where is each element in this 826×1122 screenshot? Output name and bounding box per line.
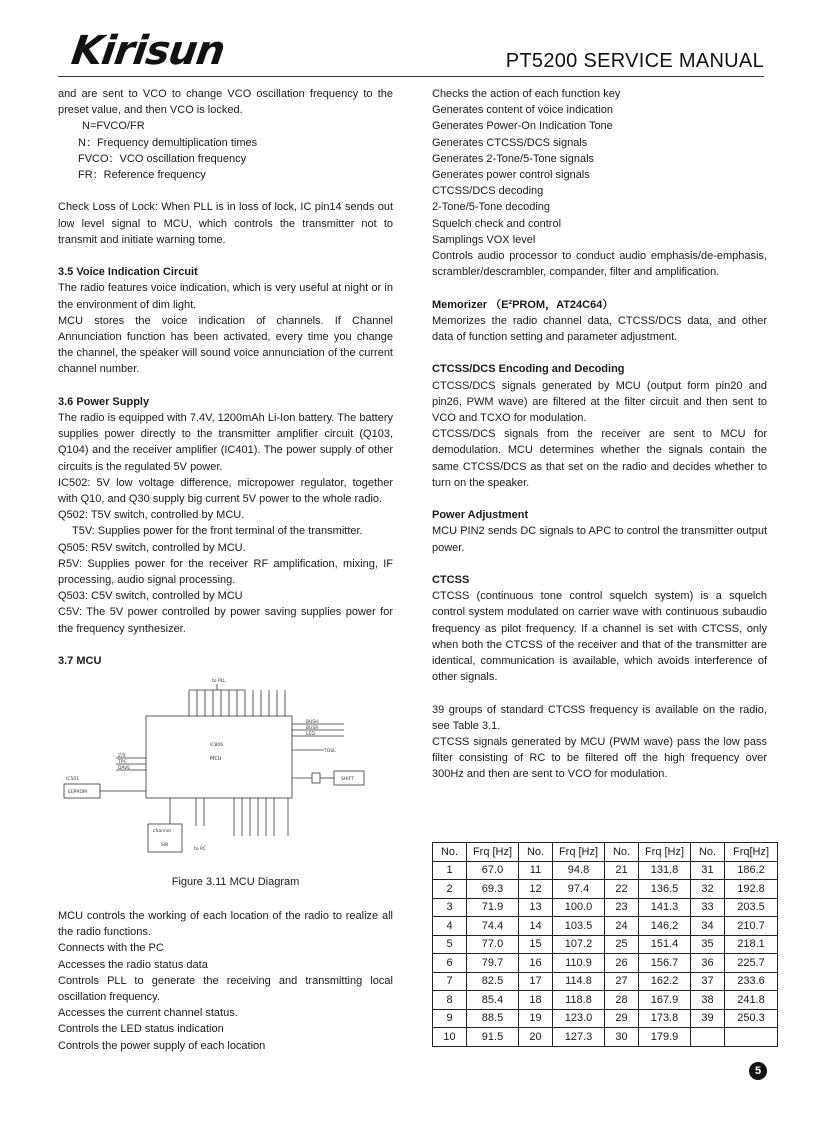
encoding-paragraph-1: CTCSS/DCS signals generated by MCU (output form pin20 and pin26, PWM wave) are filtered at the filter circuit and then sent to VCO and TCXO for modulation. [432,379,767,425]
diagram-eeprom-ref: IC501 [66,777,80,782]
mcu-function-item: CTCSS/DCS decoding [432,185,544,198]
voice-indication-paragraph-1: The radio features voice indication, which is very useful at night or in the environment of dim light. [58,282,393,311]
table-cell: 123.0 [553,1009,605,1028]
table-cell: 100.0 [553,898,605,917]
mcu-functions [58,908,393,1054]
table-cell: 20 [519,1028,553,1047]
table-cell: 173.8 [639,1009,691,1028]
header-divider [58,76,764,77]
table-cell: 8 [433,991,467,1010]
table-cell: 69.3 [467,880,519,899]
table-cell: 156.7 [639,954,691,973]
table-cell: 203.5 [725,898,778,917]
table-cell: 136.5 [639,880,691,899]
table-cell: 35 [691,935,725,954]
table-cell: 10 [433,1028,467,1047]
table-cell: 4 [433,917,467,936]
table-cell: 3 [433,898,467,917]
mcu-function-item: Accesses the current channel status. [58,1007,238,1020]
power-supply-q505: Q505: R5V switch, controlled by MCU. [58,541,246,554]
table-cell: 32 [691,880,725,899]
table-row [433,1009,778,1028]
formula-fr-definition: FR：Reference frequency [78,169,206,182]
table-cell: 127.3 [553,1028,605,1047]
diagram-left-label-1: Z/X [118,754,126,759]
page-number: 5 [749,1062,767,1080]
table-cell: 14 [519,917,553,936]
table-cell: 77.0 [467,935,519,954]
table-cell: 19 [519,1009,553,1028]
table-cell: 30 [605,1028,639,1047]
power-supply-paragraph-1: The radio is equipped with 7.4V, 1200mAh Li-Ion battery. The battery supplies power directly to the transmitter amplifier circuit (Q103, Q104) and the receiver amplifier (IC401). The power supply of other circuits is the regulated 5V power. [58,412,393,473]
mcu-function-item: Controls audio processor to conduct audio emphasis/de-emphasis, scrambler/descrambler, compander, filter and amplification. [432,250,767,279]
power-supply-r5v: R5V: Supplies power for the receiver RF amplification, mixing, IF processing, audio signal processing. [58,557,393,587]
table-cell: 21 [605,861,639,880]
diagram-right-label-1: BUSH [306,720,319,725]
table-header-cell: Frq [Hz] [553,843,605,862]
kirisun-logo: Kirisun [68,28,228,74]
table-cell: 82.5 [467,972,519,991]
table-cell: 31 [691,861,725,880]
ctcss-paragraph-2: 39 groups of standard CTCSS frequency is available on the radio, see Table 3.1. [432,703,767,732]
table-cell: 241.8 [725,991,778,1010]
table-cell: 39 [691,1009,725,1028]
table-header-cell: Frq [Hz] [639,843,691,862]
table-cell: 17 [519,972,553,991]
table-row [433,898,778,917]
table-cell: 33 [691,898,725,917]
power-supply-t5v: T5V: Supplies power for the front terminal of the transmitter. [72,525,363,538]
encoding-paragraph-2: CTCSS/DCS signals from the receiver are sent to MCU for demodulation. MCU determines whether the signals contain the same CTCSS/DCS as that set on the radio and decides whether to turn on the speaker. [432,428,767,489]
table-cell: 6 [433,954,467,973]
table-cell: 250.3 [725,1009,778,1028]
formula: N=FVCO/FR [82,120,145,133]
power-supply-q502: Q502: T5V switch, controlled by MCU. [58,509,245,522]
memorizer-paragraph: Memorizes the radio channel data, CTCSS/DCS data, and other data of function setting and parameter adjustment. [432,314,767,344]
mcu-function-item: Generates CTCSS/DCS signals [432,136,588,149]
table-cell: 110.9 [553,954,605,973]
table-row [433,1028,778,1047]
mcu-function-item: Generates Power-On Indication Tone [432,120,613,133]
table-header-cell: No. [691,843,725,862]
table-cell [691,1028,725,1047]
table-cell: 218.1 [725,935,778,954]
table-cell: 12 [519,880,553,899]
mcu-function-item: Squelch check and control [432,217,562,230]
diagram-left-label-2: TPC [118,760,127,765]
figure-caption: Figure 3.11 MCU Diagram [171,876,300,888]
table-header-cell: No. [433,843,467,862]
table-cell: 167.9 [639,991,691,1010]
table-cell: 179.9 [639,1028,691,1047]
table-cell: 233.6 [725,972,778,991]
table-cell: 11 [519,861,553,880]
diagram-to-pc-label: to PC [194,847,206,852]
mcu-function-item: Controls the power supply of each location [58,1039,266,1052]
formula-n-definition: N：Frequency demultiplication times [78,136,258,149]
manual-title: PT5200 SERVICE MANUAL [505,50,764,72]
diagram-eeprom-label: EEPROM [68,790,87,795]
table-cell: 114.8 [553,972,605,991]
diagram-shift-label: SHIFT [341,777,354,782]
ctcss-paragraph-3: CTCSS signals generated by MCU (PWM wave) pass the low pass filter consisting of RC to be filtered off the high frequency over 300Hz and then are sent to VCO for modulation. [432,736,767,781]
diagram-mcu-label: MCU [210,756,222,762]
table-cell: 162.2 [639,972,691,991]
section-3-7-heading: 3.7 MCU [58,655,102,668]
table-row [433,991,778,1010]
table-cell: 79.7 [467,954,519,973]
mcu-function-item: Connects with the PC [58,942,164,955]
power-adjustment-heading: Power Adjustment [432,509,529,522]
table-cell: 1 [433,861,467,880]
ctcss-frequency-table [432,842,778,1047]
table-cell: 225.7 [725,954,778,973]
diagram-right-label-3: LED [306,732,315,737]
left-column [58,86,393,669]
mcu-function-item: Checks the action of each function key [432,88,621,100]
diagram-right-label-2: BUSR [306,726,319,731]
table-cell: 28 [605,991,639,1010]
table-row [433,880,778,899]
table-cell: 71.9 [467,898,519,917]
mcu-function-item: 2-Tone/5-Tone decoding [432,201,551,214]
table-cell: 5 [433,935,467,954]
diagram-ic-ref: IC806 [210,743,224,748]
right-column [432,86,767,783]
table-header-cell: Frq[Hz] [725,843,778,862]
table-cell: 7 [433,972,467,991]
table-cell: 85.4 [467,991,519,1010]
diagram-left-label-3: DAVE [118,766,131,771]
table-cell: 88.5 [467,1009,519,1028]
table-cell: 37 [691,972,725,991]
mcu-function-item: Generates content of voice indication [432,104,614,117]
section-3-6-heading: 3.6 Power Supply [58,395,150,408]
table-header-cell: No. [605,843,639,862]
table-row [433,954,778,973]
section-3-5-heading: 3.5 Voice Indication Circuit [58,266,198,279]
table-cell: 9 [433,1009,467,1028]
table-cell: 186.2 [725,861,778,880]
table-cell: 22 [605,880,639,899]
table-header-cell: Frq [Hz] [467,843,519,862]
ctcss-paragraph-1: CTCSS (continuous tone control squelch system) is a squelch control system modulated on carrier wave with continuous subaudio frequency as pilot frequency. If a channel is set with CTCSS, only when both the CTCSS of the receiver and that of the transmitter are identical, communication is available, which avoids interference of other signals. [432,590,767,684]
encoding-decoding-heading: CTCSS/DCS Encoding and Decoding [432,363,625,376]
table-cell: 67.0 [467,861,519,880]
table-cell: 24 [605,917,639,936]
table-cell: 131.8 [639,861,691,880]
table-cell: 210.7 [725,917,778,936]
power-supply-q503: Q503: C5V switch, controlled by MCU [58,590,243,603]
table-cell: 151.4 [639,935,691,954]
table-cell: 146.2 [639,917,691,936]
table-row [433,972,778,991]
table-cell: 74.4 [467,917,519,936]
table-cell: 15 [519,935,553,954]
table-cell: 18 [519,991,553,1010]
table-cell [725,1028,778,1047]
table-cell: 23 [605,898,639,917]
mcu-function-item: Generates 2-Tone/5-Tone signals [432,152,595,165]
table-cell: 16 [519,954,553,973]
formula-fvco-definition: FVCO：VCO oscillation frequency [78,152,247,165]
table-cell: 94.8 [553,861,605,880]
mcu-function-item: Samplings VOX level [432,233,536,246]
power-adjustment-paragraph: MCU PIN2 sends DC signals to APC to control the transmitter output power. [432,525,767,554]
mcu-diagram [58,676,398,866]
voice-indication-paragraph-2: MCU stores the voice indication of channels. If Channel Annunciation function has been activated, every time you change the channel, the speaker will sound voice annunciation of the current channel number. [58,314,393,376]
table-cell: 107.2 [553,935,605,954]
table-cell: 91.5 [467,1028,519,1047]
table-cell: 38 [691,991,725,1010]
table-cell: 25 [605,935,639,954]
table-cell: 2 [433,880,467,899]
table-cell: 36 [691,954,725,973]
ctcss-heading: CTCSS [432,574,470,587]
pll-paragraph: and are sent to VCO to change VCO oscillation frequency to the preset value, and then VCO is locked. [58,88,393,117]
table-cell: 29 [605,1009,639,1028]
table-row [433,861,778,880]
table-cell: 118.8 [553,991,605,1010]
table-cell: 97.4 [553,880,605,899]
table-cell: 192.8 [725,880,778,899]
lock-check-paragraph: Check Loss of Lock: When PLL is in loss of lock, IC pin14 sends out low level signal to MCU, which controls the transmitter not to transmit and initiate warning tome. [58,201,393,246]
mcu-function-item: Controls PLL to generate the receiving and transmitting local oscillation frequency. [58,974,393,1004]
mcu-function-item: Controls the LED status indication [58,1023,224,1036]
power-supply-paragraph-2: IC502: 5V low voltage difference, micropower regulator, together with Q10, and Q30 supply big current 5V power to the whole radio. [58,476,393,506]
mcu-function-item: Generates power control signals [432,169,590,182]
mcu-intro: MCU controls the working of each location of the radio to realize all the radio functions. [58,910,393,939]
table-cell: 13 [519,898,553,917]
table-header-row [433,843,778,862]
diagram-to-pll: to PLL [212,679,226,684]
table-cell: 26 [605,954,639,973]
table-header-cell: No. [519,843,553,862]
table-cell: 34 [691,917,725,936]
table-row [433,917,778,936]
power-supply-c5v: C5V: The 5V power controlled by power saving supplies power for the frequency synthesizer. [58,606,393,635]
table-cell: 141.3 [639,898,691,917]
diagram-channel-label: channel [153,829,171,834]
memorizer-heading: Memorizer （E²PROM，AT24C64） [432,298,614,311]
mcu-function-item: Accesses the radio status data [58,958,208,971]
table-cell: 103.5 [553,917,605,936]
table-row [433,935,778,954]
diagram-tosl-label: TOSL [324,749,336,754]
table-cell: 27 [605,972,639,991]
diagram-sw-label: SW [161,843,169,848]
